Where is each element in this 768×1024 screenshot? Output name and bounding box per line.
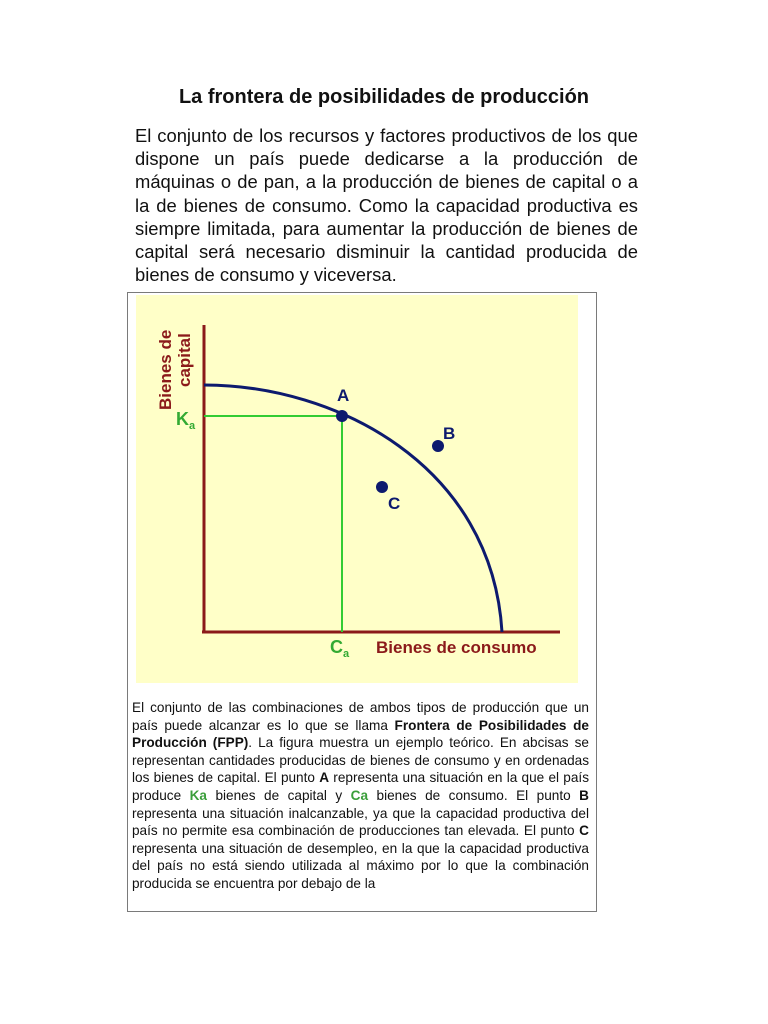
point-a-marker [336, 410, 348, 422]
ca-label: $C_a$ [330, 637, 350, 660]
caption-text: El conjunto de las combinaciones de ambos tipos de producción que un país puede alcanzar es lo que se llama [132, 700, 589, 733]
caption-text: representa una situación de desempleo, en la que la capacidad productiva del país no está siendo utilizada al máximo por lo que la combinación producida se encuentra por debajo de la [132, 840, 589, 891]
point-c-marker [376, 481, 388, 493]
intro-paragraph: El conjunto de los recursos y factores productivos de los que dispone un país puede dedicarse a la producción de máquinas o de pan, a la producción de bienes de capital o a la de bienes de consumo. Como la capacidad productiva es siempre limitada, para aumentar la producción de bienes de capital será necesario disminuir la cantidad producida de bienes de consumo y viceversa. [135, 125, 638, 286]
point-b-label: B [443, 424, 456, 443]
y-axis-label-line2: capital [175, 333, 194, 387]
caption-ca: Ca [350, 787, 369, 803]
ka-label: $K_a$ [176, 409, 196, 432]
caption-text: . La figura muestra un ejemplo teórico. En abcisas se representan cantidades producidas de bienes de consumo y en ordenadas los bienes de capital. El punto [132, 735, 589, 786]
caption-text: representa una situación inalcanzable, ya que la capacidad productiva del país no permite esa combinación de producciones tan elevada. El punto [132, 805, 589, 839]
x-axis-label: Bienes de consumo [376, 638, 537, 657]
caption-text: bienes de capital y [207, 787, 351, 803]
ppf-chart-panel [136, 295, 578, 683]
caption-point-a: A [319, 770, 330, 786]
caption-term: Frontera de Posibilidades de Producción (FPP) [132, 717, 589, 751]
ppf-curve [204, 385, 502, 632]
ppf-chart [136, 295, 578, 683]
page-title: La frontera de posibilidades de producción [178, 86, 590, 108]
caption-ka: Ka [189, 787, 207, 803]
caption-point-b: B [579, 787, 589, 803]
point-c-label: C [388, 494, 401, 513]
point-a-label: A [337, 386, 350, 405]
caption-text: representa una situación en la que el país produce [132, 770, 589, 803]
figure-box [127, 292, 597, 912]
caption-text: bienes de consumo. El punto [368, 787, 580, 803]
y-axis-label-line1: Bienes de [156, 329, 175, 410]
caption-point-c: C [579, 823, 589, 839]
figure-caption [132, 699, 589, 893]
